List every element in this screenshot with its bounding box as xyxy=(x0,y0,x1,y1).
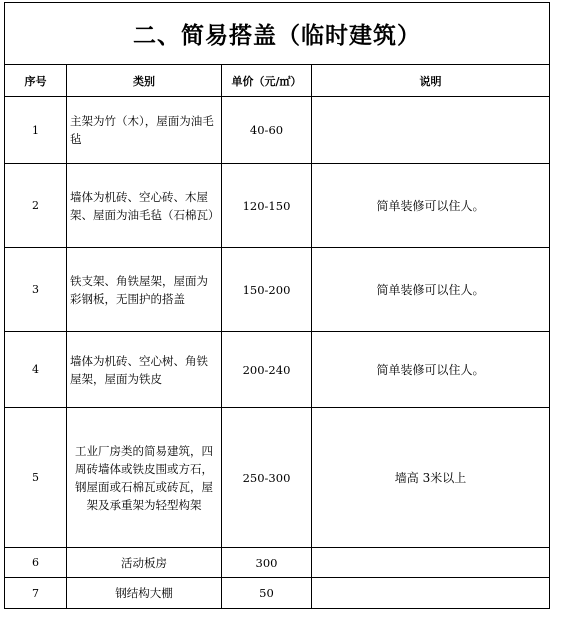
row-price: 300 xyxy=(222,548,312,578)
table-row xyxy=(5,548,550,578)
price-table xyxy=(4,2,550,609)
header-index: 序号 xyxy=(5,65,67,97)
row-note: 简单装修可以住人。 xyxy=(312,332,550,408)
header-row xyxy=(5,65,550,97)
header-price: 单价（元/㎡） xyxy=(222,65,312,97)
row-category: 墙体为机砖、空心砖、木屋架、屋面为油毛毡（石棉瓦） xyxy=(67,164,222,248)
row-category: 铁支架、角铁屋架，屋面为彩钢板，无围护的搭盖 xyxy=(67,248,222,332)
row-category: 墙体为机砖、空心树、角铁屋架，屋面为铁皮 xyxy=(67,332,222,408)
table-row xyxy=(5,164,550,248)
table-row xyxy=(5,332,550,408)
table-row xyxy=(5,578,550,609)
table-row xyxy=(5,408,550,548)
row-price: 50 xyxy=(222,578,312,609)
table-row xyxy=(5,97,550,164)
row-price: 40-60 xyxy=(222,97,312,164)
row-category: 工业厂房类的简易建筑，四周砖墙体或铁皮围或方石，钢屋面或石棉瓦或砖瓦，屋架及承重架为轻型构架 xyxy=(67,408,222,548)
row-category: 主架为竹（木），屋面为油毛毡 xyxy=(67,97,222,164)
row-note xyxy=(312,97,550,164)
row-index: 4 xyxy=(5,332,67,408)
row-index: 7 xyxy=(5,578,67,609)
row-index: 3 xyxy=(5,248,67,332)
row-note: 简单装修可以住人。 xyxy=(312,164,550,248)
row-note: 墙高 3米以上 xyxy=(312,408,550,548)
row-price: 120-150 xyxy=(222,164,312,248)
row-category: 钢结构大棚 xyxy=(67,578,222,609)
row-index: 2 xyxy=(5,164,67,248)
header-category: 类别 xyxy=(67,65,222,97)
row-price: 150-200 xyxy=(222,248,312,332)
table-title: 二、简易搭盖（临时建筑） xyxy=(5,3,550,65)
row-index: 5 xyxy=(5,408,67,548)
row-note xyxy=(312,578,550,609)
row-note: 简单装修可以住人。 xyxy=(312,248,550,332)
table-row xyxy=(5,248,550,332)
row-price: 200-240 xyxy=(222,332,312,408)
row-price: 250-300 xyxy=(222,408,312,548)
row-category: 活动板房 xyxy=(67,548,222,578)
row-note xyxy=(312,548,550,578)
header-note: 说明 xyxy=(312,65,550,97)
row-index: 6 xyxy=(5,548,67,578)
row-index: 1 xyxy=(5,97,67,164)
